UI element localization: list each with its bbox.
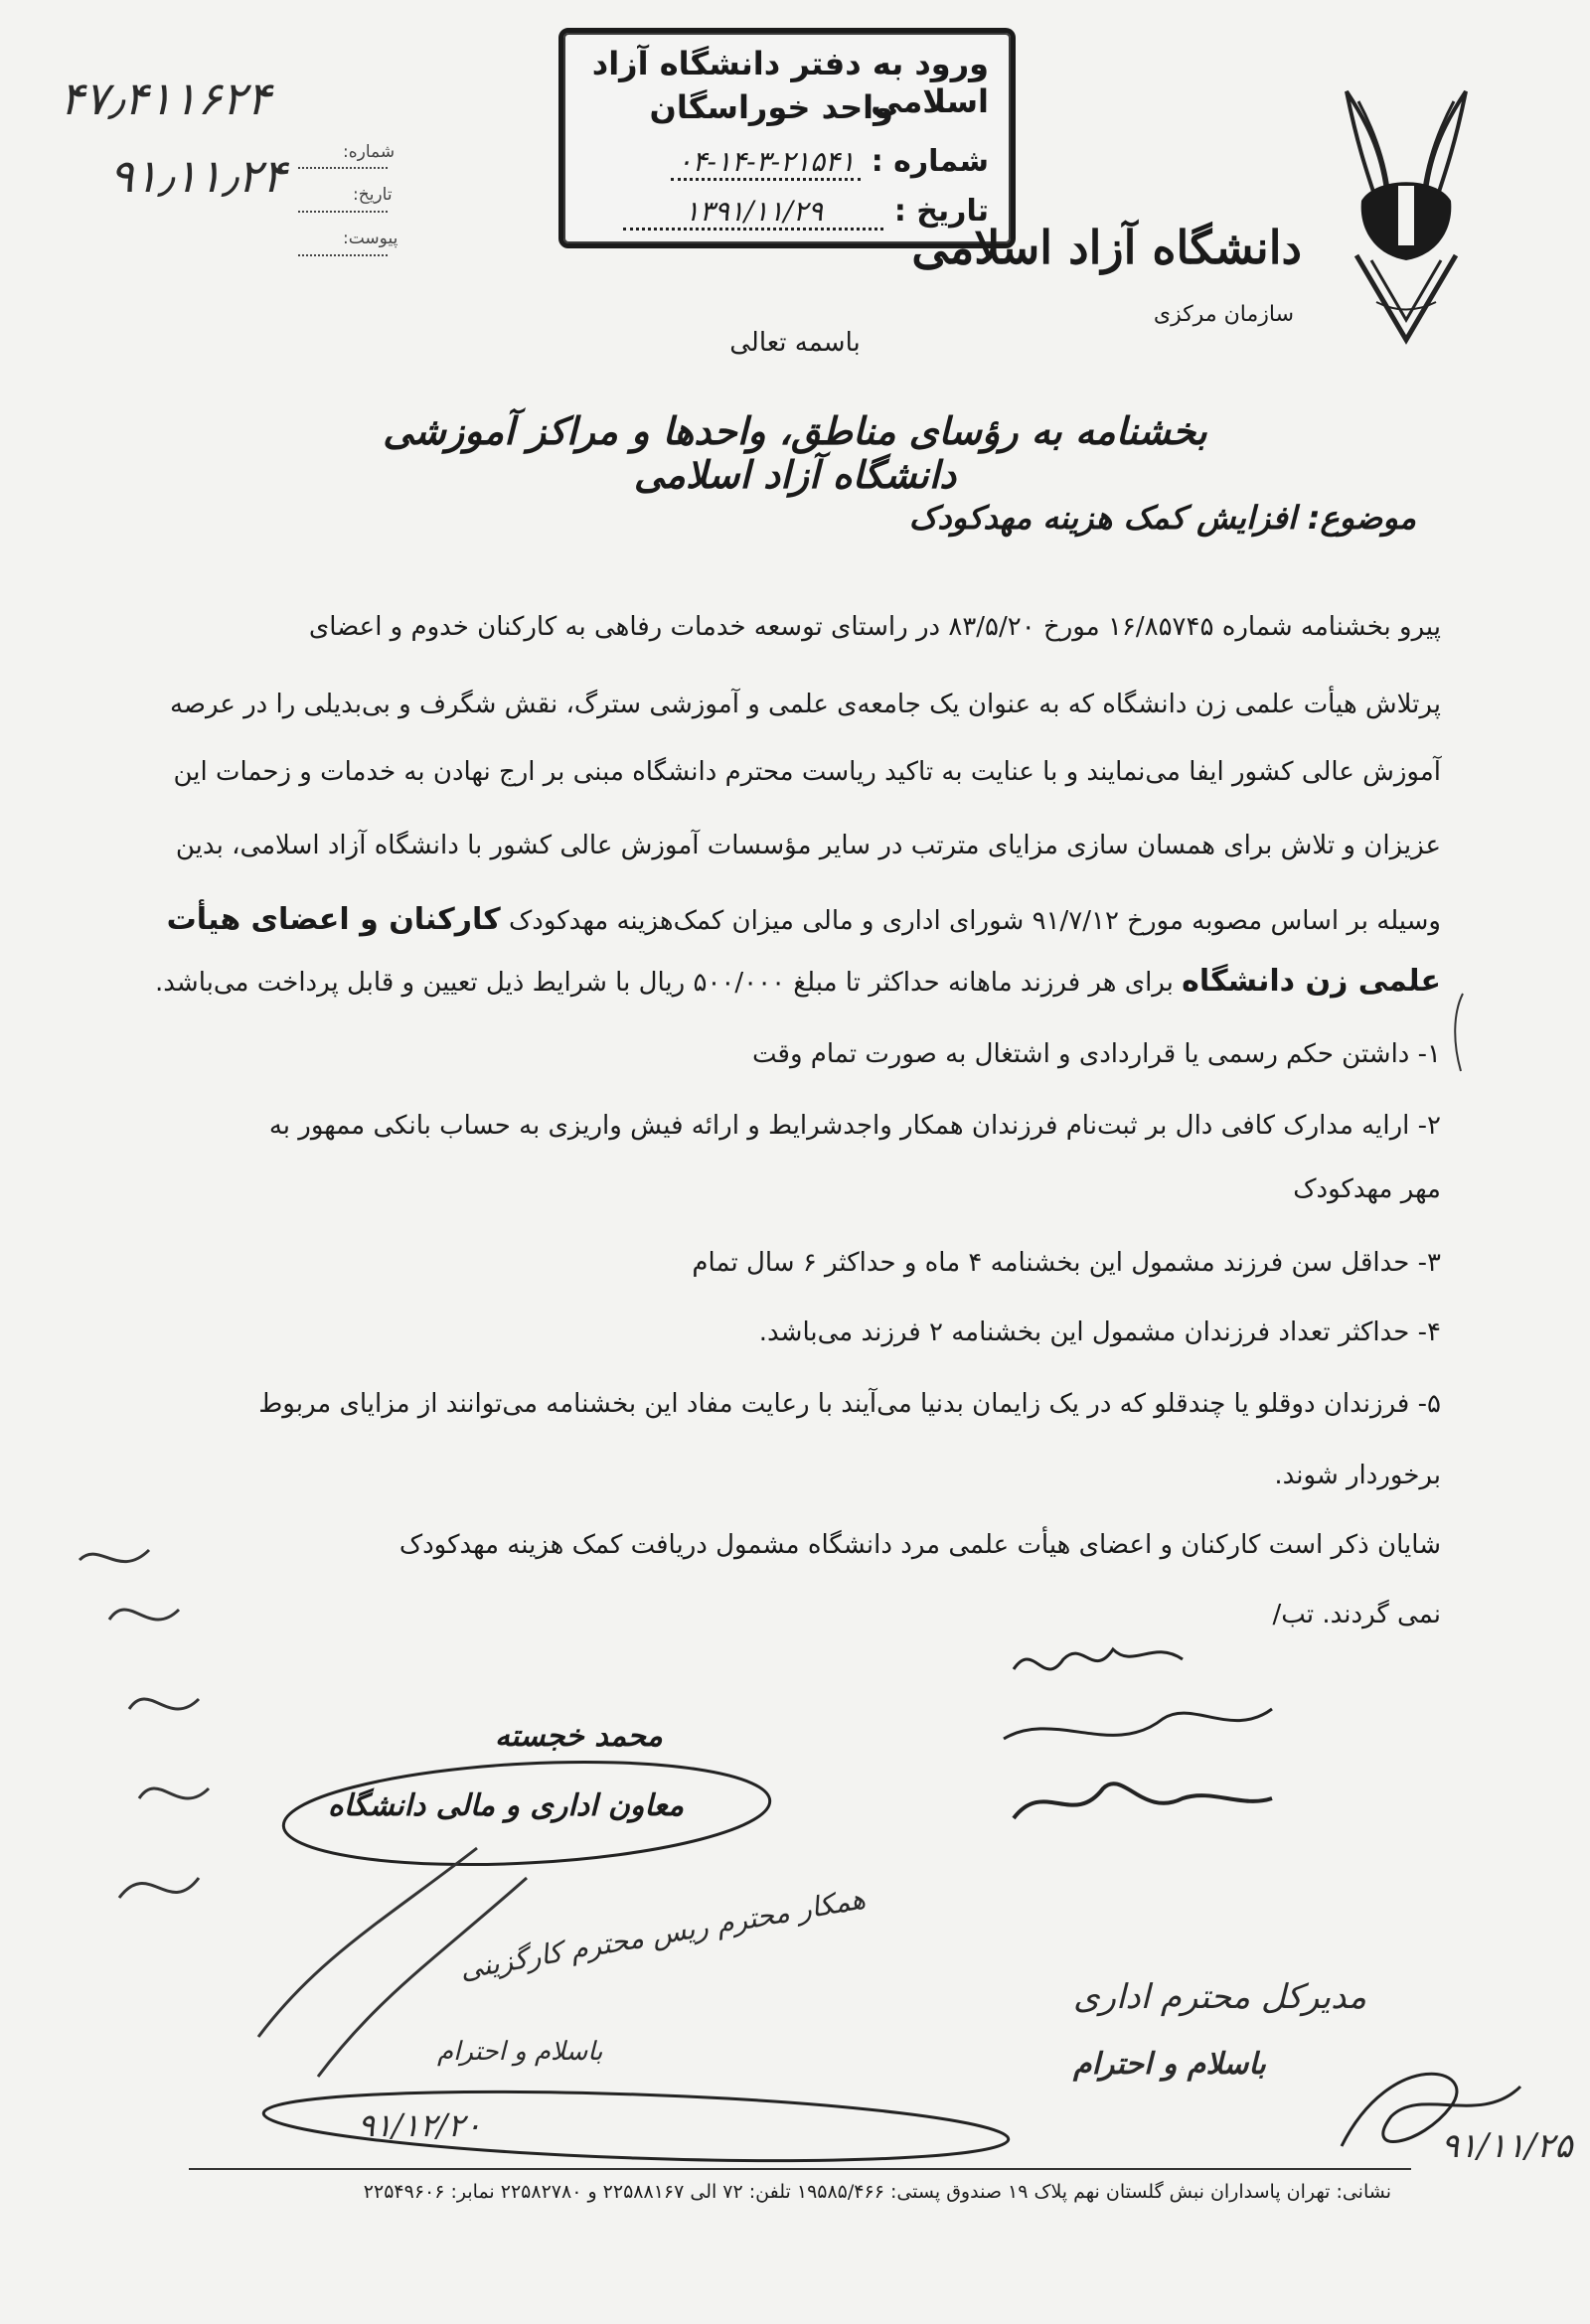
label-date: تاریخ: <box>353 185 393 205</box>
stamp-date-label: تاریخ : <box>893 194 989 229</box>
entry-stamp <box>558 28 1016 248</box>
stamp-number-row <box>671 144 989 181</box>
list-item-3-num: ۳- <box>1417 1248 1441 1278</box>
stamp-subtitle: واحد خوراسگان <box>649 88 893 126</box>
margin-mark <box>1449 994 1469 1073</box>
handwritten-lines-left <box>60 1520 616 2116</box>
attach-line <box>298 252 388 256</box>
list-item-5-text: فرزندان دوقلو یا چندقلو که در یک زایمان بدنیا می‌آیند با رعایت مفاد این بخشنامه می‌توانند از مزایای مربوط <box>258 1389 1410 1419</box>
list-item-2-text: ارایه مدارک کافی دال بر ثبت‌نام فرزندان همکار واجدشرایط و ارائه فیش واریزی به حساب بانکی ممهور به <box>268 1111 1410 1141</box>
list-item-1 <box>169 1039 1441 1069</box>
university-logo-icon <box>1337 81 1476 350</box>
label-attach: پیوست: <box>343 229 398 248</box>
logo-org-name: سازمان مرکزی <box>1153 302 1294 327</box>
list-item-3 <box>169 1248 1441 1278</box>
para-line-1: پیرو بخشنامه شماره ۱۶/۸۵۷۴۵ مورخ ۸۳/۵/۲۰ در راستای توسعه خدمات رفاهی به کارکنان خدوم و اعضای <box>308 612 1441 642</box>
stamp-title: ورود به دفتر دانشگاه آزاد اسلامی <box>591 45 989 120</box>
para-line-6 <box>155 964 1441 999</box>
list-item-2-num: ۲- <box>1417 1111 1441 1141</box>
opening-invocation: باسمه تعالی <box>729 328 861 358</box>
subject-line: موضوع: افزایش کمک هزینه مهدکودک <box>908 499 1416 537</box>
list-item-2 <box>169 1111 1441 1141</box>
signatory-name: محمد خجسته <box>495 1719 663 1754</box>
logo-university-name: دانشگاه آزاد اسلامی <box>911 221 1302 274</box>
stamp-date-value: ۱۳۹۱/۱۱/۲۹ <box>623 195 883 231</box>
closing-line-2: نمی گردند. تب/ <box>1272 1600 1441 1629</box>
list-item-5-cont: برخوردار شوند. <box>1274 1461 1441 1490</box>
closing-line-1: شایان ذکر است کارکنان و اعضای هیأت علمی مرد دانشگاه مشمول دریافت کمک هزینه مهدکودک <box>398 1530 1441 1560</box>
list-item-4-text: حداکثر تعداد فرزندان مشمول این بخشنامه ۲ فرزند می‌باشد. <box>758 1317 1410 1347</box>
circular-title: بخشنامه به رؤسای مناطق، واحدها و مراکز آموزشی دانشگاه آزاد اسلامی <box>383 409 1207 497</box>
para-line-5 <box>167 902 1441 937</box>
list-item-5-num: ۵- <box>1417 1389 1441 1419</box>
date-handwritten-bottom-right: ۹۱/۱۱/۲۵ <box>1441 2126 1573 2166</box>
stamp-number-value: ۰۴-۱۴-۳-۲۱۵۴۱ <box>671 145 861 181</box>
para-line-5-text: وسیله بر اساس مصوبه مورخ ۹۱/۷/۱۲ شورای اداری و مالی میزان کمک‌هزینه مهدکودک <box>509 906 1441 936</box>
date-line <box>298 209 388 213</box>
list-item-5 <box>169 1389 1441 1419</box>
number-line <box>298 165 388 169</box>
referral-note-right-2: باسلام و احترام <box>1073 2047 1266 2082</box>
list-item-2-cont: مهر مهدکودک <box>1293 1174 1441 1204</box>
label-number: شماره: <box>343 142 396 162</box>
reg-number-handwritten: ۴۷٫۴۱۱۶۲۴ <box>60 72 271 125</box>
list-item-3-text: حداقل سن فرزند مشمول این بخشنامه ۴ ماه و حداکثر ۶ سال تمام <box>692 1248 1410 1278</box>
para-line-3: آموزش عالی کشور ایفا می‌نمایند و با عنایت به تاکید ریاست محترم دانشگاه مبنی بر ارج نهادن به خدمات و زحمات این <box>173 757 1441 787</box>
signatory-title: معاون اداری و مالی دانشگاه <box>328 1788 685 1823</box>
para-line-2: پرتلاش هیأت علمی زن دانشگاه که به عنوان یک جامعه‌ی علمی و آموزشی سترگ، نقش شگرف و بی‌بدیلی را در عرصه <box>169 690 1441 719</box>
referral-note-left-1: همکار محترم ریس محترم کارگزینی <box>457 1882 869 1986</box>
handwritten-signature-right <box>994 1629 1292 1848</box>
para-line-6-text: برای هر فرزند ماهانه حداکثر تا مبلغ ۵۰۰/۰۰۰ ریال با شرایط ذیل تعیین و قابل پرداخت می‌باشد. <box>155 968 1174 998</box>
para-line-6-bold: علمی زن دانشگاه <box>1182 964 1441 999</box>
footer-rule <box>189 2168 1411 2170</box>
referral-note-left-2: باسلام و احترام <box>437 2037 603 2067</box>
para-line-4: عزیزان و تلاش برای همسان سازی مزایای مترتب در سایر مؤسسات آموزش عالی کشور با دانشگاه آزاد اسلامی، بدین <box>175 831 1441 860</box>
list-item-4 <box>169 1317 1441 1347</box>
list-item-1-text: داشتن حکم رسمی یا قراردادی و اشتغال به صورت تمام وقت <box>752 1039 1410 1069</box>
para-line-5-bold: کارکنان و اعضای هیأت <box>166 902 501 937</box>
stamp-number-label: شماره : <box>871 144 989 179</box>
list-item-4-num: ۴- <box>1417 1317 1441 1347</box>
footer-address: نشانی: تهران پاسداران نبش گلستان نهم پلاک ۱۹ صندوق پستی: ۱۹۵۸۵/۴۶۶ تلفن: ۷۲ الی ۲۲۵۸۸۱۶۷ و ۲۲۵۸۲۷۸۰ نمابر: ۲۲۵۴۹۶۰۶ <box>363 2181 1391 2203</box>
list-item-1-num: ۱- <box>1417 1039 1441 1069</box>
date-handwritten-left: ۹۱/۱۲/۲۰ <box>358 2106 482 2144</box>
reg-date-handwritten: ۹۱٫۱۱٫۲۴ <box>109 149 287 203</box>
referral-note-right-1: مدیرکل محترم اداری <box>1073 1977 1367 2017</box>
